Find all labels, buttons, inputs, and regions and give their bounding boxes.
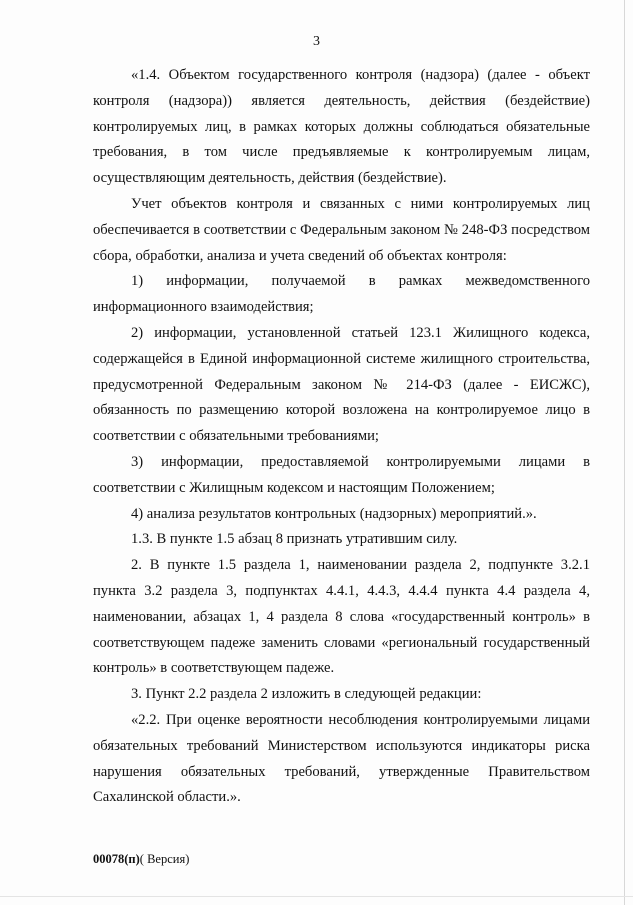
- document-footer: [93, 852, 189, 867]
- paragraph-1-4: «1.4. Объектом государственного контроля (надзора) (далее - объект контроля (надзора)) является деятельность, действия (бездействие) контролируемых лиц, в рамках которых должны соблюдаться обязательные требования, в том числе предъявляемые к контролируемым лицам, осуществляющим деятельность, действия (бездействие).: [93, 67, 590, 187]
- paragraph-2-2: «2.2. При оценке вероятности несоблюдения контролируемыми лицами обязательных требований Министерством используются индикаторы риска нарушения обязательных требований, утвержденные Правительством Сахалинской области.».: [93, 711, 590, 806]
- list-item-2: 2) информации, установленной статьей 123.1 Жилищного кодекса, содержащейся в Единой информационной системе жилищного строительства, предусмотренной Федеральным законом № 214-ФЗ (далее - ЕИСЖС), обязанность по размещению которой возложена на контролируемое лицо в соответствии с обязательными требованиями;: [93, 324, 590, 445]
- page-number: 3: [313, 34, 320, 49]
- document-code: 00078(п): [93, 852, 140, 866]
- paragraph-2: 2. В пункте 1.5 раздела 1, наименовании раздела 2, подпункте 3.2.1 пункта 3.2 раздела 3, подпунктах 4.4.1, 4.4.3, 4.4.4 пункта 4.4 раздела 4, наименовании, абзацах 1, 4 раздела 8 слова «государственный контроль» в соответствующем падеже заменить словами «региональный государственный контроль» в соответствующем падеже.: [93, 557, 590, 677]
- list-item-4: 4) анализа результатов контрольных (надзорных) мероприятий.».: [131, 505, 537, 522]
- scan-edge-divider: [624, 0, 625, 905]
- document-body: [93, 63, 590, 811]
- document-version: ( Версия): [139, 852, 190, 866]
- paragraph-1-3: 1.3. В пункте 1.5 абзац 8 признать утратившим силу.: [131, 531, 458, 548]
- paragraph-3: 3. Пункт 2.2 раздела 2 изложить в следующей редакции:: [131, 686, 482, 703]
- list-item-1: 1) информации, получаемой в рамках межведомственного информационного взаимодействия;: [93, 273, 590, 316]
- scan-bottom-divider: [0, 896, 633, 897]
- list-item-3: 3) информации, предоставляемой контролируемыми лицами в соответствии с Жилищным кодексом и настоящим Положением;: [93, 453, 590, 496]
- paragraph-objects-accounting: Учет объектов контроля и связанных с ними контролируемых лиц обеспечивается в соответствии с Федеральным законом № 248-ФЗ посредством сбора, обработки, анализа и учета сведений об объектах контроля:: [93, 195, 590, 264]
